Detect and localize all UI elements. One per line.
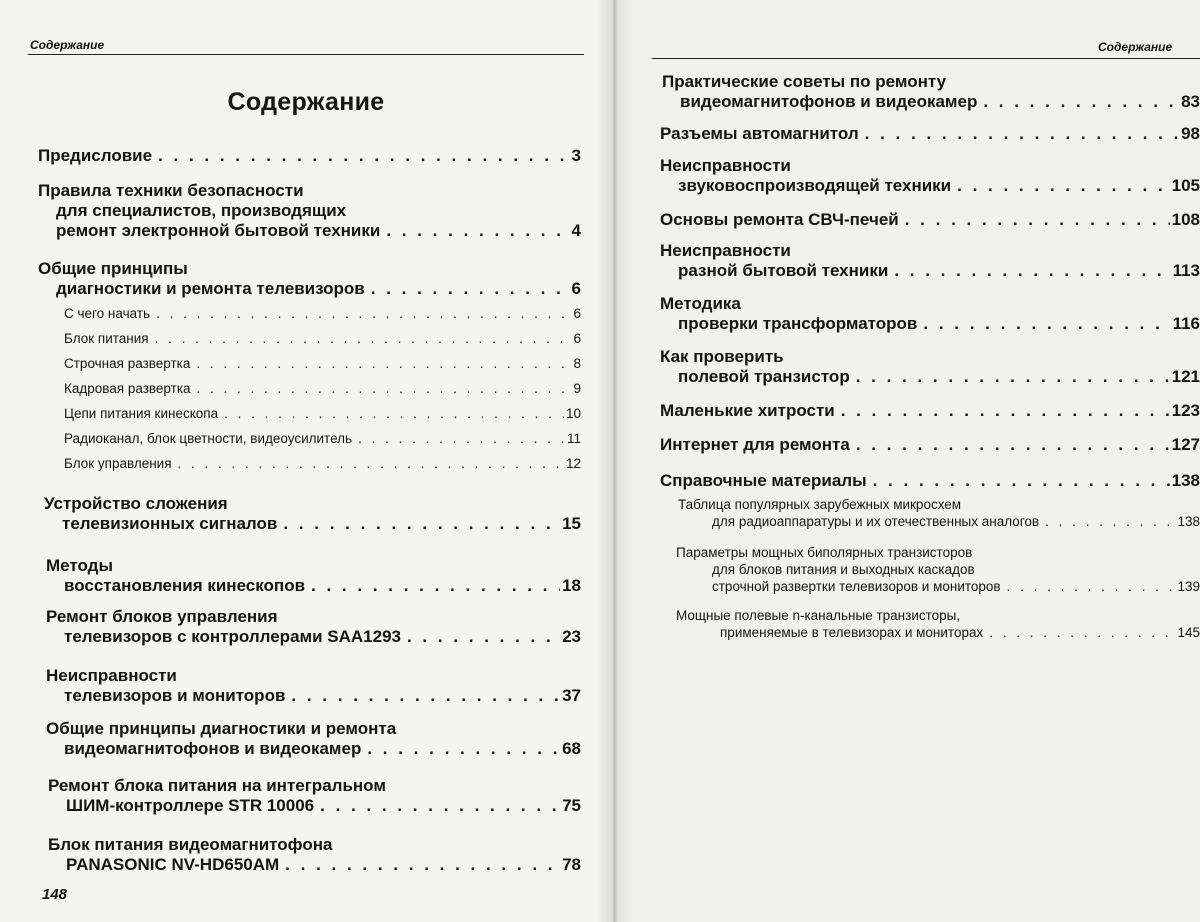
leader-dots bbox=[320, 796, 560, 816]
entry-title: телевизионных сигналов bbox=[62, 514, 278, 533]
entry-title: применяемые в телевизорах и мониторах bbox=[720, 625, 984, 640]
header-rule-left bbox=[28, 54, 584, 55]
toc-entry-car-radio-connectors[interactable] bbox=[660, 124, 1200, 144]
entry-title: Блок управления bbox=[64, 456, 172, 471]
page-number: 116 bbox=[1172, 314, 1200, 333]
toc-entry-reference[interactable] bbox=[660, 471, 1200, 491]
toc-subentry[interactable] bbox=[64, 429, 581, 448]
page-number: 9 bbox=[573, 381, 581, 396]
leader-dots bbox=[1007, 578, 1176, 595]
leader-dots bbox=[856, 367, 1170, 387]
entry-title: Практические советы по ремонту bbox=[662, 72, 947, 91]
page-number: 4 bbox=[571, 221, 581, 240]
leader-dots bbox=[865, 124, 1179, 144]
entry-title: Параметры мощных биполярных транзисторов bbox=[676, 545, 973, 560]
toc-entry-microwave[interactable] bbox=[660, 210, 1200, 230]
leader-dots bbox=[291, 686, 560, 706]
page-number: 10 bbox=[565, 406, 581, 421]
toc-entry-signal-combiner[interactable] bbox=[44, 494, 581, 534]
page-number: 3 bbox=[571, 146, 581, 165]
toc-subentry-ic-table[interactable] bbox=[678, 496, 1200, 530]
toc-subentry-nchannel-fets[interactable] bbox=[676, 607, 1200, 641]
page-number: 68 bbox=[562, 739, 581, 758]
entry-title: Общие принципы диагностики и ремонта bbox=[46, 719, 397, 738]
entry-title: Кадровая развертка bbox=[64, 381, 191, 396]
page-number: 11 bbox=[566, 431, 581, 446]
entry-title: Ремонт блока питания на интегральном bbox=[48, 776, 386, 795]
entry-title: Таблица популярных зарубежных микросхем bbox=[678, 497, 962, 512]
entry-title: С чего начать bbox=[64, 306, 151, 321]
toc-subentry[interactable] bbox=[64, 304, 581, 323]
entry-title: Правила техники безопасности bbox=[38, 181, 304, 200]
page-number: 37 bbox=[562, 686, 581, 705]
toc-subentry[interactable] bbox=[64, 379, 581, 398]
leader-dots bbox=[197, 379, 572, 398]
toc-entry-crt-restoration[interactable] bbox=[46, 556, 581, 596]
entry-title: для блоков питания и выходных каскадов bbox=[712, 562, 975, 577]
entry-title: видеомагнитофонов и видеокамер bbox=[64, 739, 362, 758]
page-number: 83 bbox=[1181, 92, 1200, 111]
toc-entry-tv-faults[interactable] bbox=[46, 666, 581, 706]
running-head-right: Содержание bbox=[1098, 40, 1173, 54]
entry-title: Неисправности bbox=[660, 241, 791, 260]
page-number: 15 bbox=[562, 514, 581, 533]
toc-entry-panasonic-psu[interactable] bbox=[48, 835, 581, 875]
entry-title: полевой транзистор bbox=[678, 367, 850, 386]
running-head-left: Содержание bbox=[30, 38, 105, 52]
toc-entry-internet[interactable] bbox=[660, 435, 1200, 455]
page-number: 98 bbox=[1181, 124, 1200, 143]
leader-dots bbox=[371, 279, 570, 299]
leader-dots bbox=[358, 429, 565, 448]
toc-subentry[interactable] bbox=[64, 454, 581, 473]
entry-title: Радиоканал, блок цветности, видеоусилитель bbox=[64, 431, 353, 446]
page-number: 145 bbox=[1177, 625, 1200, 640]
page-number: 105 bbox=[1171, 176, 1200, 195]
leader-dots bbox=[983, 92, 1179, 112]
page-number: 6 bbox=[573, 306, 581, 321]
entry-title: проверки трансформаторов bbox=[678, 314, 918, 333]
entry-title: Предисловие bbox=[38, 146, 153, 165]
entry-title: Общие принципы bbox=[38, 259, 188, 278]
leader-dots bbox=[224, 404, 564, 423]
toc-entry-appliance-faults[interactable] bbox=[660, 241, 1200, 281]
page-number: 127 bbox=[1171, 435, 1200, 454]
header-rule-right bbox=[652, 58, 1200, 59]
page-number: 6 bbox=[571, 279, 581, 298]
toc-subentry[interactable] bbox=[64, 329, 581, 348]
entry-title: Блок питания видеомагнитофона bbox=[48, 835, 333, 854]
toc-entry-preface[interactable] bbox=[38, 146, 581, 166]
entry-title: телевизоров и мониторов bbox=[64, 686, 286, 705]
page-number: 12 bbox=[565, 456, 581, 471]
entry-title: Справочные материалы bbox=[660, 471, 867, 490]
leader-dots bbox=[285, 855, 560, 875]
entry-title: для радиоаппаратуры и их отечественных аналогов bbox=[712, 514, 1040, 529]
entry-title: восстановления кинескопов bbox=[64, 576, 306, 595]
entry-title: Методы bbox=[46, 556, 113, 575]
entry-title: Маленькие хитрости bbox=[660, 401, 835, 420]
entry-title: Неисправности bbox=[660, 156, 791, 175]
leader-dots bbox=[407, 627, 560, 647]
toc-entry-tv-diagnostics[interactable] bbox=[38, 259, 581, 299]
entry-title: телевизоров с контроллерами SAA1293 bbox=[64, 627, 401, 646]
entry-title: для специалистов, производящих bbox=[56, 201, 347, 220]
toc-subentry-bipolar-params[interactable] bbox=[676, 544, 1200, 595]
leader-dots bbox=[311, 576, 560, 596]
page-number: 23 bbox=[562, 627, 581, 646]
leader-dots bbox=[841, 401, 1170, 421]
entry-title: видеомагнитофонов и видеокамер bbox=[680, 92, 978, 111]
entry-title: Неисправности bbox=[46, 666, 177, 685]
toc-entry-vcr-diagnostics[interactable] bbox=[46, 719, 581, 759]
page-number: 8 bbox=[573, 356, 581, 371]
entry-title: диагностики и ремонта телевизоров bbox=[56, 279, 365, 298]
leader-dots bbox=[894, 261, 1170, 281]
page-number: 75 bbox=[562, 796, 581, 815]
page-number: 139 bbox=[1177, 579, 1200, 594]
toc-entry-transformer-check[interactable] bbox=[660, 294, 1200, 334]
page-number: 123 bbox=[1171, 401, 1200, 420]
leader-dots bbox=[178, 454, 564, 473]
leader-dots bbox=[367, 739, 560, 759]
entry-title: строчной развертки телевизоров и мониторов bbox=[712, 579, 1001, 594]
entry-title: Мощные полевые n-канальные транзисторы, bbox=[676, 608, 961, 623]
page-title: Содержание bbox=[227, 88, 385, 116]
toc-entry-audio-faults[interactable] bbox=[660, 156, 1200, 196]
leader-dots bbox=[155, 329, 572, 348]
leader-dots bbox=[196, 354, 571, 373]
page-number: 138 bbox=[1171, 471, 1200, 490]
toc-entry-pwm-psu-repair[interactable] bbox=[48, 776, 581, 816]
leader-dots bbox=[156, 304, 571, 323]
toc-entry-control-unit-repair[interactable] bbox=[46, 607, 581, 647]
leader-dots bbox=[923, 314, 1170, 334]
leader-dots bbox=[1045, 513, 1175, 530]
page-number: 108 bbox=[1171, 210, 1200, 229]
page-number: 113 bbox=[1172, 261, 1200, 280]
leader-dots bbox=[989, 624, 1175, 641]
leader-dots bbox=[905, 210, 1170, 230]
toc-entry-vcr-tips[interactable] bbox=[662, 72, 1200, 112]
entry-title: Основы ремонта СВЧ-печей bbox=[660, 210, 899, 229]
toc-entry-fet-check[interactable] bbox=[660, 347, 1200, 387]
entry-title: Интернет для ремонта bbox=[660, 435, 850, 454]
entry-title: Строчная развертка bbox=[64, 356, 191, 371]
entry-title: PANASONIC NV-HD650AM bbox=[66, 855, 280, 874]
leader-dots bbox=[873, 471, 1170, 491]
book-spine-shadow bbox=[596, 0, 632, 922]
entry-title: разной бытовой техники bbox=[678, 261, 889, 280]
entry-title: ремонт электронной бытовой техники bbox=[56, 221, 381, 240]
entry-title: Цепи питания кинескопа bbox=[64, 406, 219, 421]
page-number: 18 bbox=[562, 576, 581, 595]
page-number: 78 bbox=[562, 855, 581, 874]
toc-subentry[interactable] bbox=[64, 354, 581, 373]
entry-title: Разъемы автомагнитол bbox=[660, 124, 859, 143]
leader-dots bbox=[386, 221, 569, 241]
entry-title: Ремонт блоков управления bbox=[46, 607, 278, 626]
entry-title: Как проверить bbox=[660, 347, 784, 366]
entry-title: ШИМ-контроллере STR 10006 bbox=[66, 796, 315, 815]
leader-dots bbox=[158, 146, 569, 166]
leader-dots bbox=[856, 435, 1170, 455]
right-page bbox=[612, 0, 1200, 922]
page-folio: 148 bbox=[42, 886, 68, 903]
toc-entry-little-tricks[interactable] bbox=[660, 401, 1200, 421]
entry-title: звуковоспроизводящей техники bbox=[678, 176, 952, 195]
leader-dots bbox=[283, 514, 560, 534]
page-number: 6 bbox=[573, 331, 581, 346]
leader-dots bbox=[957, 176, 1169, 196]
toc-entry-safety-rules[interactable] bbox=[38, 181, 581, 241]
entry-title: Блок питания bbox=[64, 331, 149, 346]
page-number: 121 bbox=[1171, 367, 1200, 386]
toc-subentry[interactable] bbox=[64, 404, 581, 423]
entry-title: Устройство сложения bbox=[44, 494, 228, 513]
entry-title: Методика bbox=[660, 294, 741, 313]
page-number: 138 bbox=[1177, 514, 1200, 529]
